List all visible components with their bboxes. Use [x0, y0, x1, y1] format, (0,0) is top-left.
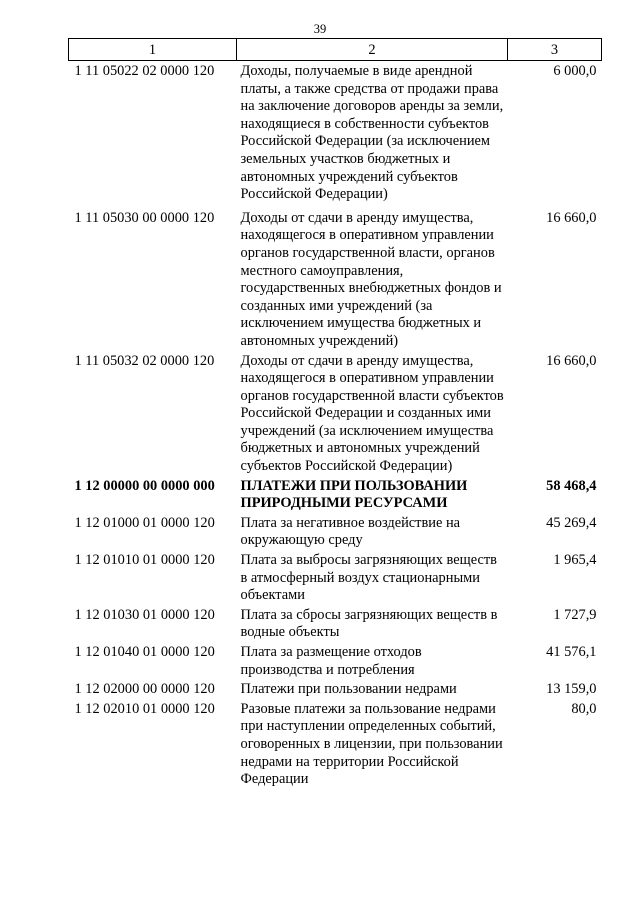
budget-code: 1 12 02010 01 0000 120: [74, 700, 215, 717]
column-header-sum: 3: [508, 39, 602, 61]
revenue-table: [68, 38, 602, 789]
revenue-amount: 6 000,0: [553, 63, 597, 79]
table-header: [69, 39, 602, 61]
revenue-name: Разовые платежи за пользование недрами при наступлении определенных событий, оговоренных в лицензии, при пользовании недрами на территории Российской Федерации: [240, 700, 503, 788]
budget-code: 1 12 01000 01 0000 120: [74, 514, 215, 531]
table-row: [69, 550, 602, 605]
budget-code: 1 11 05032 02 0000 120: [74, 352, 215, 369]
revenue-amount: 16 660,0: [546, 352, 597, 369]
table-row: [69, 679, 602, 699]
revenue-amount: 58 468,4: [546, 477, 597, 494]
revenue-amount: 45 269,4: [546, 514, 597, 531]
page-number: 39: [313, 22, 327, 36]
budget-code: 1 12 02000 00 0000 120: [74, 681, 215, 698]
table-row: [69, 204, 602, 351]
revenue-amount: 41 576,1: [546, 644, 597, 660]
column-header-code: 1: [69, 39, 237, 61]
table-row: [69, 513, 602, 550]
column-header-name: 2: [237, 39, 508, 61]
revenue-amount: 80,0: [571, 700, 597, 717]
revenue-name: Плата за размещение отходов производства и потребления: [240, 644, 422, 678]
revenue-amount: 13 159,0: [546, 681, 597, 698]
revenue-name: Платежи при пользовании недрами: [240, 681, 457, 698]
budget-code: 1 12 01010 01 0000 120: [74, 552, 215, 569]
budget-code: 1 12 00000 00 0000 000: [74, 477, 215, 494]
revenue-amount: 1 727,9: [553, 606, 597, 623]
table-row: [69, 642, 602, 679]
revenue-name: Плата за негативное воздействие на окружающую среду: [240, 514, 461, 549]
revenue-name: Доходы от сдачи в аренду имущества, находящегося в оперативном управлении органов государственной власти субъектов Российской Федерации и созданных ими учреждений (за исключением имущества бюджетных и автономных учреждений субъектов Российской Федерации): [240, 352, 504, 475]
table-row: [69, 351, 602, 476]
table-row: [69, 699, 602, 789]
table-row-section-total: [69, 476, 602, 513]
revenue-name: Доходы от сдачи в аренду имущества, находящегося в оперативном управлении органов государственной власти, органов местного самоуправления, государственных внебюджетных фондов и созданных ими учреждений (за исключением имущества бюджетных и автономных учреждений): [240, 209, 502, 349]
revenue-name: Доходы, получаемые в виде арендной платы, а также средства от продажи права на заключение договоров аренды за земли, находящиеся в собственности субъектов Российской Федерации (за исключением земельных участков бюджетных и автономных учреждений субъектов Российской Федерации): [240, 63, 504, 203]
revenue-amount: 1 965,4: [553, 552, 597, 569]
budget-code: 1 12 01040 01 0000 120: [74, 644, 215, 660]
table-row: [69, 605, 602, 642]
budget-code: 1 12 01030 01 0000 120: [74, 606, 215, 623]
revenue-name: Плата за сбросы загрязняющих веществ в водные объекты: [240, 606, 498, 641]
revenue-name: ПЛАТЕЖИ ПРИ ПОЛЬЗОВАНИИ ПРИРОДНЫМИ РЕСУРСАМИ: [240, 477, 468, 512]
revenue-name: Плата за выбросы загрязняющих веществ в атмосферный воздух стационарными объектами: [240, 552, 497, 604]
budget-code: 1 11 05022 02 0000 120: [74, 63, 215, 79]
budget-code: 1 11 05030 00 0000 120: [74, 209, 215, 226]
revenue-amount: 16 660,0: [546, 209, 597, 226]
table-row: [69, 61, 602, 204]
